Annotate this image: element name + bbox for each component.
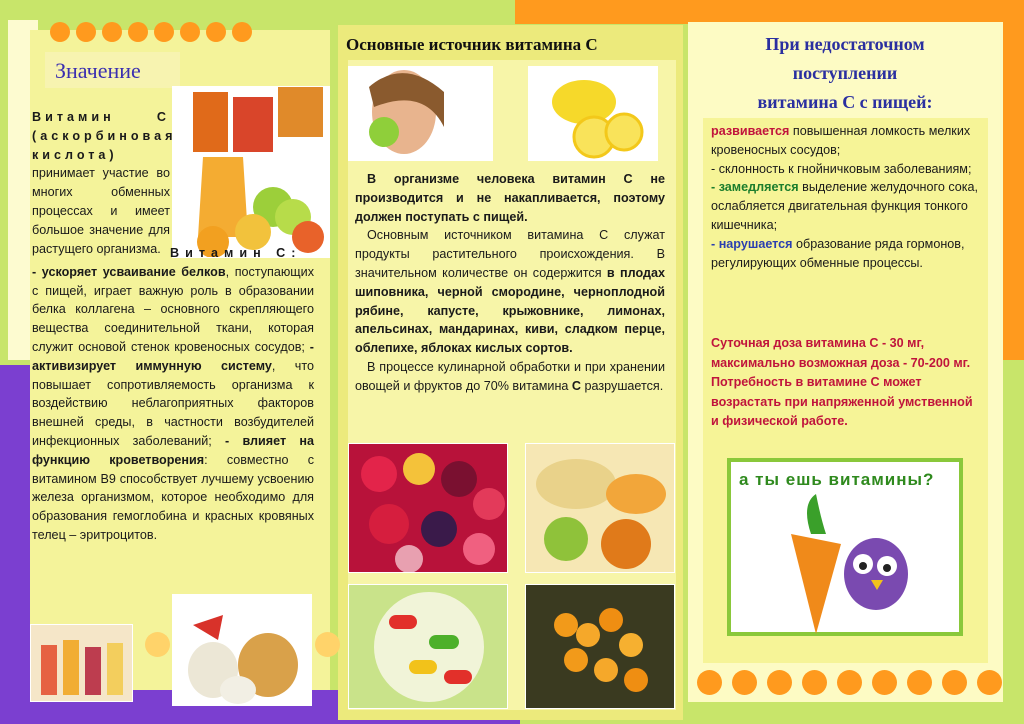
right-heading-line-2: поступлении — [792, 63, 898, 83]
lemon-photo — [528, 66, 658, 161]
list-item-2: - склонность к гнойничковым заболеваниям; — [711, 161, 972, 176]
heading-text: Значение — [55, 58, 141, 83]
middle-body-text — [355, 170, 665, 396]
woman-apple-photo — [348, 66, 493, 161]
daily-dose-text: Суточная доза витамина С - 30 мг, максимально возможная доза - 70-200 мг. Потребность в витамине С может возрастать при напряженной умственной и физической работе. — [711, 336, 973, 429]
middle-para-3c: разрушается. — [584, 378, 664, 393]
middle-para-3a: В процессе кулинарной обработки и при хранении овощей и фруктов до 70% витамина — [355, 359, 665, 393]
carrot-owl-illustration — [731, 494, 959, 634]
left-body-text — [32, 108, 177, 258]
list-item-1-key: развивается — [711, 124, 790, 138]
list-item-3-key: - замедляется — [711, 180, 799, 195]
item-1-text: , поступающих с пищей, играет важную роль в образовании белка коллагена – основного скрепляющего вещества соединительной ткани, которая служит основой стенок кровеносных сосудов; — [32, 264, 314, 354]
item-2-text: , что повышает сопротивляемость организма к воздействию неблагоприятных факторов внешней среды, в частности возбудителей инфекционных заболеваний; — [32, 358, 314, 448]
cartoon-caption: а ты ешь витамины? — [739, 470, 935, 489]
list-item-3-text: выделение желудочного сока, ослабляется двигательная функция тонкого кишечника; — [711, 180, 979, 232]
right-heading — [700, 30, 990, 117]
sea-buckthorn-photo — [525, 584, 675, 709]
drinks-photo — [30, 624, 133, 702]
middle-para-3b: С — [571, 378, 582, 393]
left-body-text-2 — [32, 244, 314, 545]
berries-photo — [348, 443, 508, 573]
middle-para-1: В организме человека витамин С не производится и не накапливается, поэтому должен поступать с пищей. — [355, 172, 665, 224]
middle-para-2a: Основным источником витамина С служат продукты растительного происхождения. В значительном количестве он содержится — [355, 228, 665, 280]
middle-heading: Основные источник витамина С — [346, 35, 598, 54]
bg-orange-right — [1000, 0, 1024, 360]
list-item-4-key: - нарушается — [711, 236, 793, 251]
right-heading-line-3: витамина С с пищей: — [757, 92, 933, 112]
vitamin-c-label: Витамин С: — [170, 246, 302, 260]
item-1-bold: - ускоряет усваивание белков — [32, 264, 226, 279]
vitamin-c-term: Витамин С (аскорбиновая кислота) — [32, 110, 177, 162]
item-3-bold: - влияет на функцию кроветворения — [32, 433, 314, 467]
middle-heading-box — [342, 28, 677, 62]
middle-para-2b: в плодах шиповника, черной смородине, черноплодной рябине, капусте, крыжовнике, лимонах, апельсинах, мандаринах, киви, сладком перце, облепихе, яблоках кислых сортов. — [355, 265, 666, 356]
juice-fruits-photo — [172, 86, 330, 258]
tropical-fruits-photo — [525, 443, 675, 573]
item-3-text: : совместно с витамином В9 способствует лучшему усвоению железа организмом, которое необходимо для образования гемоглобина и красных кровяных телец – эритроцитов. — [32, 452, 314, 542]
deficiency-list — [711, 122, 981, 272]
item-2-bold: - активизирует иммунную систему — [32, 339, 314, 373]
cartoon-card — [727, 458, 963, 636]
bg-purple-left — [0, 365, 30, 724]
intro-text: принимает участие во многих обменных процессах и имеет большое значение для растущего организма. — [32, 166, 170, 256]
list-item-4-text: образование ряда гормонов, регулирующих обменные процессы. — [711, 236, 965, 270]
peppers-photo — [348, 584, 508, 709]
garlic-onion-photo — [172, 594, 312, 706]
list-item-1-text: повышенная ломкость мелких кровеносных сосудов; — [711, 124, 971, 157]
section-heading-meaning — [45, 52, 180, 88]
bg-orange-top — [515, 0, 1024, 24]
right-heading-line-1: При недостаточном — [765, 34, 925, 54]
